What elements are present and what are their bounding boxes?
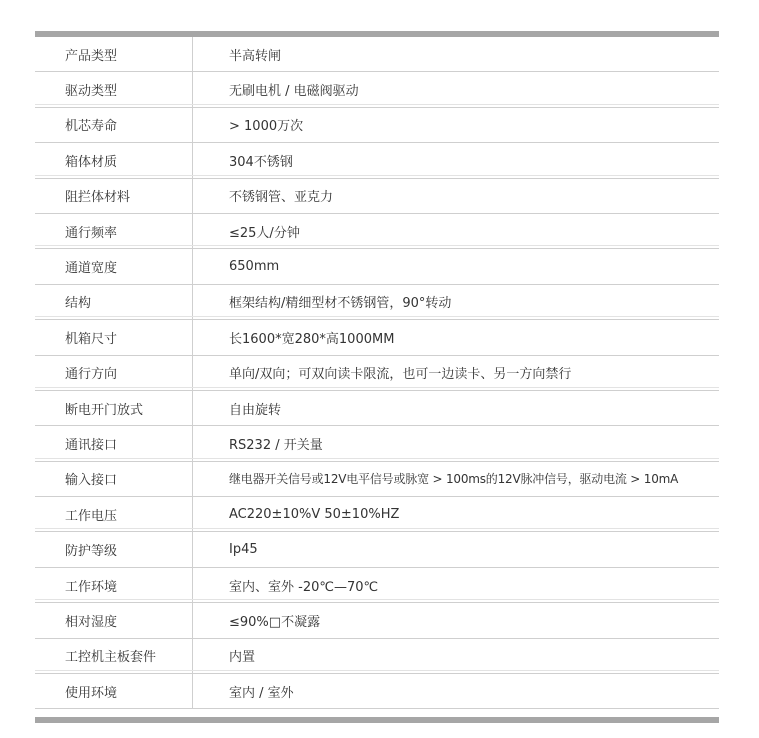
table-row — [35, 391, 719, 426]
table-row — [35, 320, 719, 355]
spec-value: > 1000万次 — [229, 119, 304, 135]
spec-value: 内置 — [229, 650, 256, 666]
bottom-bar — [35, 717, 719, 723]
spec-label: 使用环境 — [35, 674, 193, 708]
table-row — [35, 603, 719, 638]
spec-label: 通行方向 — [35, 356, 193, 390]
table-row — [35, 356, 719, 391]
table-row — [35, 426, 719, 461]
table-row — [35, 179, 719, 214]
spec-value: 650mm — [229, 259, 280, 275]
table-row — [35, 249, 719, 284]
spec-value: 室内、室外 -20℃—70℃ — [229, 579, 379, 595]
table-row — [35, 143, 719, 178]
spec-value: 无刷电机 / 电磁阀驱动 — [229, 84, 359, 100]
table-row — [35, 674, 719, 709]
spec-label: 工作电压 — [35, 497, 193, 531]
spec-label: 工作环境 — [35, 568, 193, 602]
spec-value: 长1600*宽280*高1000MM — [229, 331, 395, 347]
spec-label: 结构 — [35, 285, 193, 319]
spec-label: 相对湿度 — [35, 603, 193, 637]
table-row — [35, 37, 719, 72]
table-row — [35, 72, 719, 107]
spec-value: 304不锈钢 — [229, 154, 293, 170]
spec-value: 自由旋转 — [229, 402, 282, 418]
spec-label: 机芯寿命 — [35, 108, 193, 142]
spec-label: 防护等级 — [35, 532, 193, 566]
spec-value: RS232 / 开关量 — [229, 437, 323, 453]
spec-value: 室内 / 室外 — [229, 685, 294, 701]
table-row — [35, 568, 719, 603]
spec-label: 输入接口 — [35, 462, 193, 496]
table-row — [35, 214, 719, 249]
table-row — [35, 108, 719, 143]
table-row — [35, 462, 719, 497]
spec-label: 机箱尺寸 — [35, 320, 193, 354]
spec-rows — [35, 37, 719, 709]
spec-table — [35, 31, 719, 723]
spec-label: 阻拦体材料 — [35, 179, 193, 213]
table-row — [35, 639, 719, 674]
spec-value: Ip45 — [229, 542, 258, 558]
spec-label: 通行频率 — [35, 214, 193, 248]
spec-label: 通讯接口 — [35, 426, 193, 460]
table-row — [35, 285, 719, 320]
spec-label: 箱体材质 — [35, 143, 193, 177]
spec-label: 产品类型 — [35, 37, 193, 71]
spec-value: 半高转闸 — [229, 48, 282, 64]
table-row — [35, 532, 719, 567]
spec-value: 继电器开关信号或12V电平信号或脉宽 > 100ms的12V脉冲信号，驱动电流 > 10mA — [229, 472, 679, 487]
table-row — [35, 497, 719, 532]
spec-value: 框架结构/精细型材不锈钢管，90°转动 — [229, 296, 452, 312]
spec-value: ≤25人/分钟 — [229, 225, 300, 241]
spec-value: 不锈钢管、亚克力 — [229, 190, 334, 206]
spec-label: 驱动类型 — [35, 72, 193, 106]
spec-label: 工控机主板套件 — [35, 639, 193, 673]
spec-value: ≤90%□不凝露 — [229, 614, 321, 630]
spec-value: 单向/双向；可双向读卡限流，也可一边读卡、另一方向禁行 — [229, 367, 572, 383]
spec-label: 断电开门放式 — [35, 391, 193, 425]
spec-value: AC220±10%V 50±10%HZ — [229, 506, 400, 522]
spec-label: 通道宽度 — [35, 249, 193, 283]
